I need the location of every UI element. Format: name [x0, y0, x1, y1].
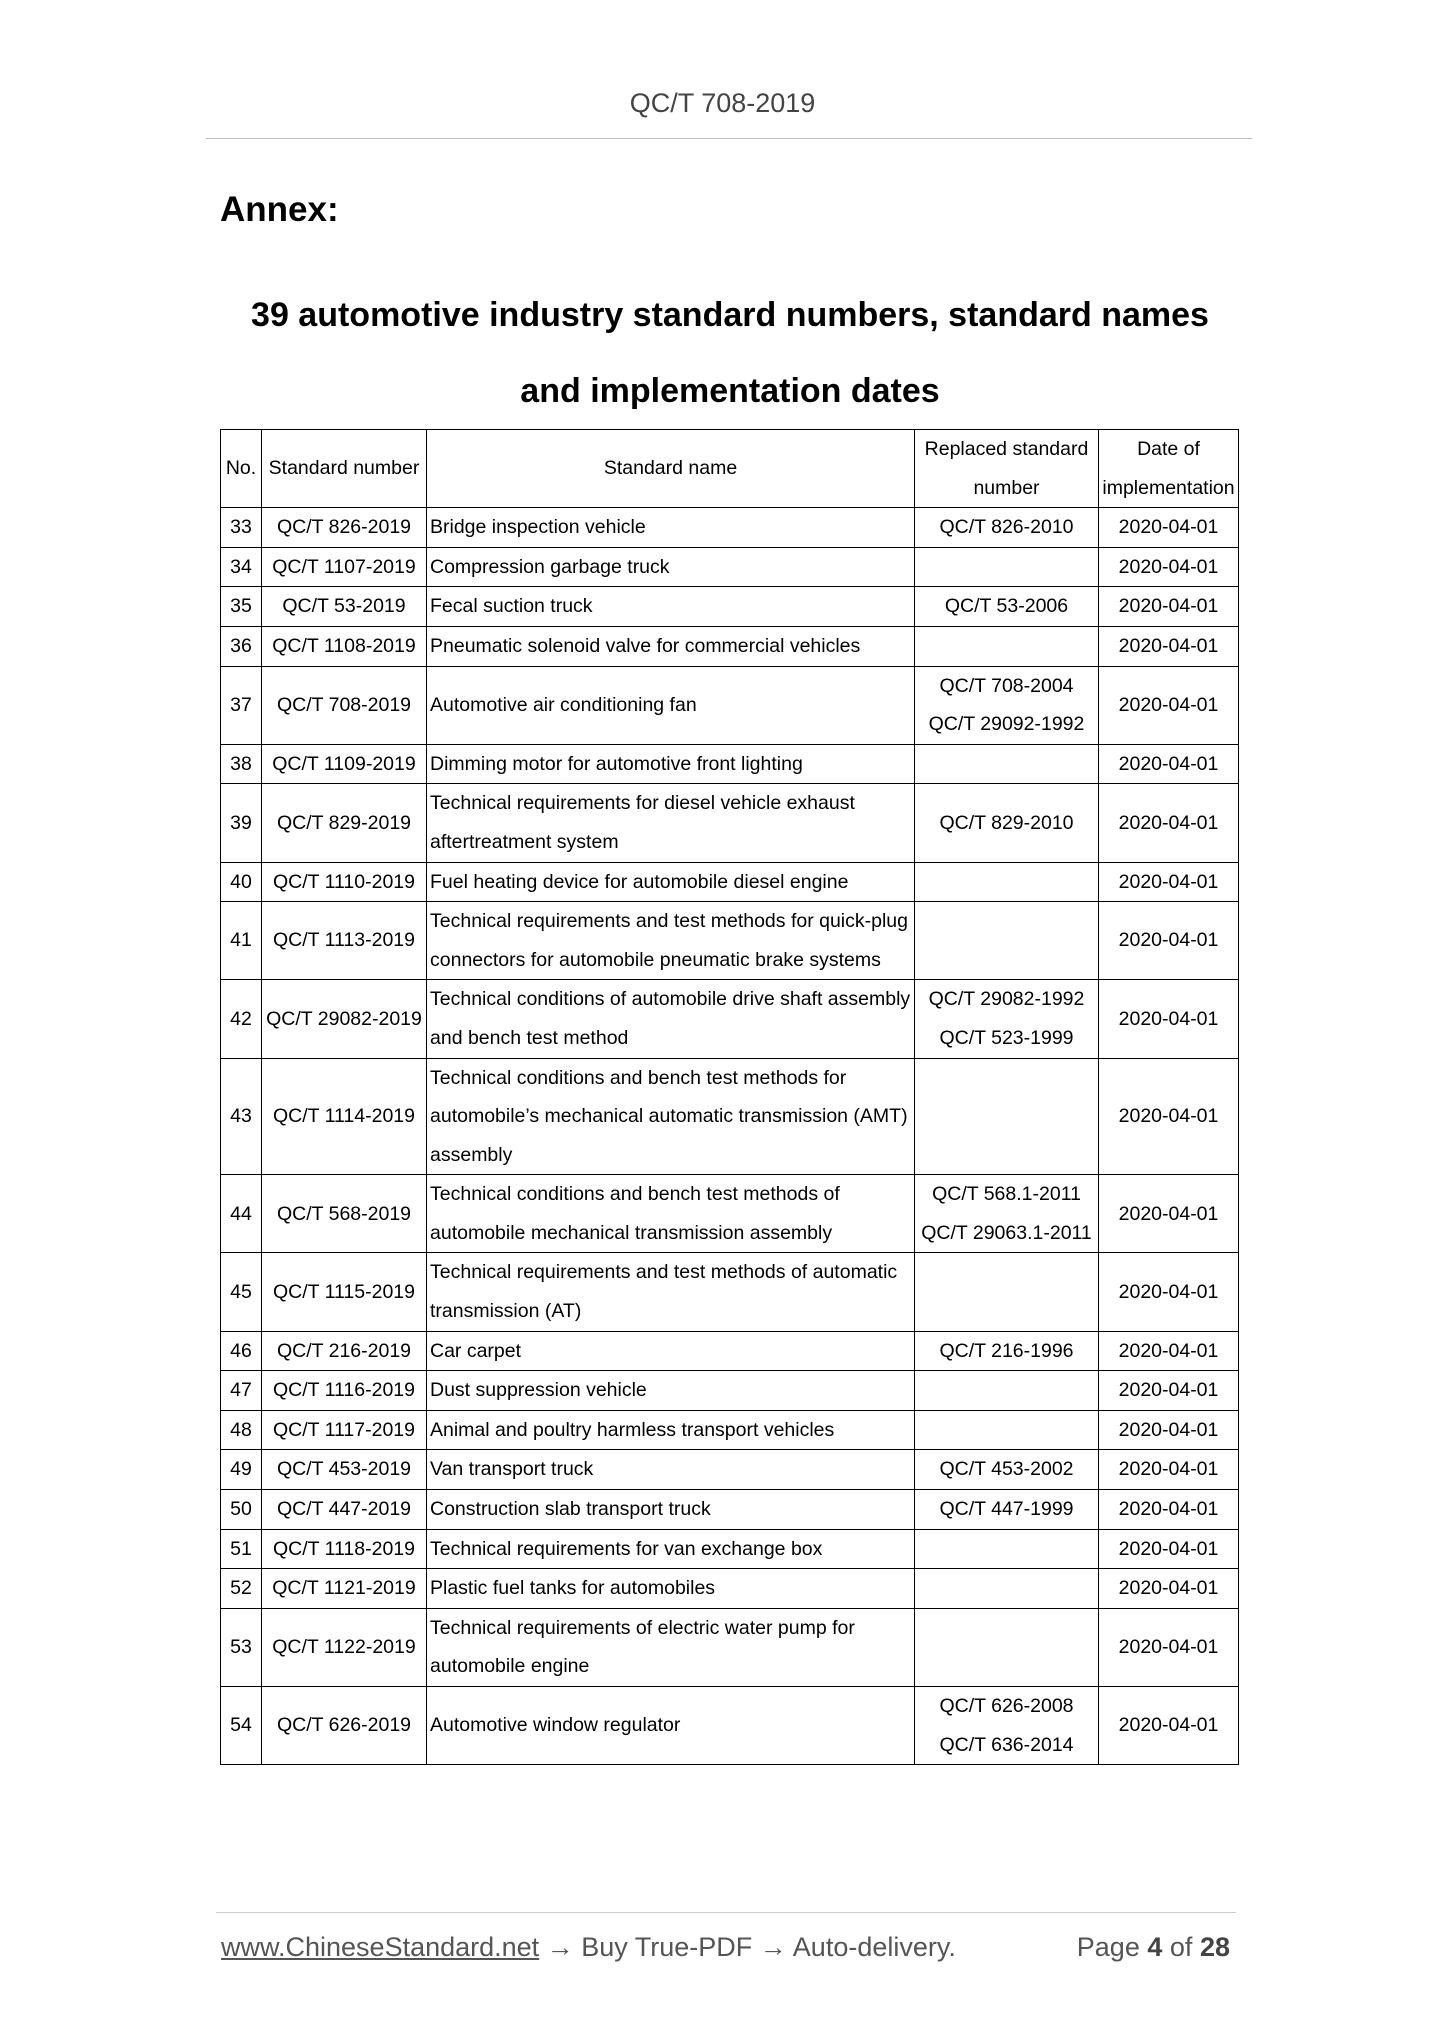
- table-body: [221, 508, 1239, 1765]
- header-divider: [206, 138, 1252, 139]
- row-standard-name: Plastic fuel tanks for automobiles: [427, 1569, 915, 1609]
- table-row: [221, 1490, 1239, 1530]
- arrow-right-icon: →: [546, 1932, 574, 1962]
- row-no: 42: [221, 980, 262, 1058]
- row-date: 2020-04-01: [1099, 1608, 1239, 1686]
- row-standard-number: QC/T 1121-2019: [262, 1569, 427, 1609]
- row-standard-name: Car carpet: [427, 1331, 915, 1371]
- row-no: 44: [221, 1175, 262, 1253]
- buy-true-pdf-text: Buy True-PDF: [581, 1932, 753, 1962]
- table-row: [221, 1371, 1239, 1411]
- row-date: 2020-04-01: [1099, 784, 1239, 862]
- page-header-title: QC/T 708-2019: [629, 88, 816, 118]
- row-standard-name: Technical requirements for van exchange box: [427, 1529, 915, 1569]
- column-header-date-of-implementation: Date of implementation: [1099, 430, 1239, 508]
- replaced-standard-number: QC/T 447-1999: [939, 1498, 1074, 1521]
- replaced-standard-number: QC/T 708-2004: [939, 674, 1074, 697]
- row-replaced-standard: [915, 666, 1099, 744]
- replaced-standard-number: QC/T 636-2014: [939, 1733, 1074, 1756]
- row-no: 35: [221, 587, 262, 627]
- table-row: [221, 1410, 1239, 1450]
- row-no: 41: [221, 902, 262, 980]
- row-replaced-standard: [915, 1331, 1099, 1371]
- table-row: [221, 1529, 1239, 1569]
- table-row: [221, 1569, 1239, 1609]
- table-row: [221, 1058, 1239, 1175]
- table-row: [221, 666, 1239, 744]
- table-row: [221, 1175, 1239, 1253]
- replaced-standard-number: QC/T 216-1996: [939, 1339, 1074, 1362]
- row-date: 2020-04-01: [1099, 902, 1239, 980]
- table-row: [221, 626, 1239, 666]
- replaced-standard-number: QC/T 453-2002: [939, 1458, 1074, 1481]
- row-no: 54: [221, 1687, 262, 1765]
- row-no: 53: [221, 1608, 262, 1686]
- row-standard-name: Construction slab transport truck: [427, 1490, 915, 1530]
- row-replaced-standard: [915, 1490, 1099, 1530]
- row-date: 2020-04-01: [1099, 1058, 1239, 1175]
- row-replaced-standard: [915, 508, 1099, 548]
- replaced-standard-number: QC/T 568.1-2011: [932, 1183, 1081, 1206]
- row-standard-name: Automotive air conditioning fan: [427, 666, 915, 744]
- row-replaced-standard: [915, 587, 1099, 627]
- row-standard-number: QC/T 1107-2019: [262, 547, 427, 587]
- replaced-standard-number: QC/T 626-2008: [939, 1695, 1074, 1717]
- column-header-standard-name: Standard name: [427, 430, 915, 508]
- row-standard-name: Dust suppression vehicle: [427, 1371, 915, 1411]
- row-standard-name: Fecal suction truck: [427, 587, 915, 627]
- row-standard-number: QC/T 1113-2019: [262, 902, 427, 980]
- row-standard-number: QC/T 216-2019: [262, 1331, 427, 1371]
- row-date: 2020-04-01: [1099, 980, 1239, 1058]
- table-row: [221, 1253, 1239, 1331]
- table-row: [221, 902, 1239, 980]
- row-date: 2020-04-01: [1099, 1450, 1239, 1490]
- row-replaced-standard: [915, 980, 1099, 1058]
- row-replaced-standard: [915, 1450, 1099, 1490]
- row-standard-name: Technical conditions and bench test methods for automobile’s mechanical automatic transmission (AMT) assembly: [427, 1058, 915, 1175]
- row-standard-name: Technical requirements and test methods for quick-plug connectors for automobile pneumatic brake systems: [427, 902, 915, 980]
- row-standard-number: QC/T 1118-2019: [262, 1529, 427, 1569]
- row-replaced-standard: [915, 1687, 1099, 1765]
- table-row: [221, 547, 1239, 587]
- row-standard-name: Technical requirements for diesel vehicle exhaust aftertreatment system: [427, 784, 915, 862]
- replaced-standard-number: QC/T 826-2010: [939, 516, 1074, 539]
- row-replaced-standard: [915, 626, 1099, 666]
- row-standard-number: QC/T 1122-2019: [262, 1608, 427, 1686]
- row-standard-number: QC/T 1116-2019: [262, 1371, 427, 1411]
- table-row: [221, 744, 1239, 784]
- row-standard-number: QC/T 1114-2019: [262, 1058, 427, 1175]
- row-no: 46: [221, 1331, 262, 1371]
- footer-divider: [216, 1912, 1236, 1913]
- row-no: 51: [221, 1529, 262, 1569]
- row-replaced-standard: [915, 1253, 1099, 1331]
- replaced-standard-number: QC/T 29063.1-2011: [921, 1221, 1092, 1244]
- row-replaced-standard: [915, 744, 1099, 784]
- footer-links: [221, 1932, 956, 1963]
- arrow-right-icon: →: [759, 1932, 787, 1962]
- page-indicator: [1077, 1932, 1230, 1963]
- table-row: [221, 587, 1239, 627]
- row-standard-number: QC/T 1115-2019: [262, 1253, 427, 1331]
- row-standard-name: Technical requirements of electric water pump for automobile engine: [427, 1608, 915, 1686]
- column-header-standard-number: Standard number: [262, 430, 427, 508]
- table-header-row: [221, 430, 1239, 508]
- row-date: 2020-04-01: [1099, 626, 1239, 666]
- row-standard-name: Compression garbage truck: [427, 547, 915, 587]
- replaced-standard-number: QC/T 829-2010: [939, 811, 1074, 834]
- row-date: 2020-04-01: [1099, 1687, 1239, 1765]
- row-no: 49: [221, 1450, 262, 1490]
- row-no: 45: [221, 1253, 262, 1331]
- row-no: 33: [221, 508, 262, 548]
- row-standard-number: QC/T 826-2019: [262, 508, 427, 548]
- page-label: Page: [1076, 1932, 1140, 1962]
- row-date: 2020-04-01: [1099, 666, 1239, 744]
- row-standard-name: Technical requirements and test methods of automatic transmission (AT): [427, 1253, 915, 1331]
- row-standard-name: Fuel heating device for automobile diesel engine: [427, 862, 915, 902]
- row-date: 2020-04-01: [1099, 547, 1239, 587]
- row-no: 39: [221, 784, 262, 862]
- table-row: [221, 508, 1239, 548]
- row-replaced-standard: [915, 1529, 1099, 1569]
- row-date: 2020-04-01: [1099, 587, 1239, 627]
- replaced-standard-number: QC/T 523-1999: [939, 1026, 1074, 1049]
- row-replaced-standard: [915, 1371, 1099, 1411]
- row-date: 2020-04-01: [1099, 1490, 1239, 1530]
- row-replaced-standard: [915, 784, 1099, 862]
- row-standard-number: QC/T 447-2019: [262, 1490, 427, 1530]
- row-standard-number: QC/T 453-2019: [262, 1450, 427, 1490]
- replaced-standard-number: QC/T 29092-1992: [928, 713, 1085, 736]
- table-row: [221, 1331, 1239, 1371]
- row-standard-number: QC/T 1109-2019: [262, 744, 427, 784]
- row-no: 38: [221, 744, 262, 784]
- row-date: 2020-04-01: [1099, 1253, 1239, 1331]
- row-standard-name: Dimming motor for automotive front lighting: [427, 744, 915, 784]
- row-date: 2020-04-01: [1099, 1175, 1239, 1253]
- row-standard-number: QC/T 53-2019: [262, 587, 427, 627]
- row-standard-number: QC/T 1117-2019: [262, 1410, 427, 1450]
- row-no: 48: [221, 1410, 262, 1450]
- standards-table: [220, 429, 1239, 1765]
- table-row: [221, 1608, 1239, 1686]
- row-replaced-standard: [915, 1608, 1099, 1686]
- row-standard-name: Van transport truck: [427, 1450, 915, 1490]
- column-header-replaced-standard-number: Replaced standard number: [915, 430, 1099, 508]
- table-row: [221, 862, 1239, 902]
- row-standard-name: Automotive window regulator: [427, 1687, 915, 1765]
- row-no: 47: [221, 1371, 262, 1411]
- row-standard-number: QC/T 1110-2019: [262, 862, 427, 902]
- row-no: 43: [221, 1058, 262, 1175]
- table-row: [221, 1450, 1239, 1490]
- row-no: 34: [221, 547, 262, 587]
- row-standard-name: Pneumatic solenoid valve for commercial vehicles: [427, 626, 915, 666]
- page-total: 28: [1199, 1932, 1230, 1962]
- document-title-line-2: and implementation dates: [520, 372, 940, 410]
- replaced-standard-number: QC/T 29082-1992: [928, 988, 1085, 1011]
- page-of-label: of: [1169, 1932, 1193, 1962]
- row-date: 2020-04-01: [1099, 1371, 1239, 1411]
- row-no: 50: [221, 1490, 262, 1530]
- auto-delivery-text: Auto-delivery.: [792, 1932, 956, 1962]
- annex-heading: Annex:: [220, 190, 339, 229]
- replaced-standard-number: QC/T 53-2006: [944, 595, 1069, 618]
- row-standard-number: QC/T 626-2019: [262, 1687, 427, 1765]
- row-no: 40: [221, 862, 262, 902]
- row-standard-number: QC/T 29082-2019: [262, 980, 427, 1058]
- row-standard-name: Animal and poultry harmless transport vehicles: [427, 1410, 915, 1450]
- row-no: 37: [221, 666, 262, 744]
- row-replaced-standard: [915, 1569, 1099, 1609]
- table-row: [221, 1687, 1239, 1765]
- row-no: 36: [221, 626, 262, 666]
- row-no: 52: [221, 1569, 262, 1609]
- row-replaced-standard: [915, 1410, 1099, 1450]
- row-date: 2020-04-01: [1099, 744, 1239, 784]
- row-date: 2020-04-01: [1099, 1529, 1239, 1569]
- row-replaced-standard: [915, 1175, 1099, 1253]
- table-row: [221, 784, 1239, 862]
- document-title-line-1: 39 automotive industry standard numbers, standard names: [251, 296, 1209, 334]
- row-standard-number: QC/T 708-2019: [262, 666, 427, 744]
- row-replaced-standard: [915, 1058, 1099, 1175]
- page-current: 4: [1147, 1932, 1163, 1962]
- column-header-no: No.: [221, 430, 262, 508]
- row-standard-number: QC/T 568-2019: [262, 1175, 427, 1253]
- row-replaced-standard: [915, 862, 1099, 902]
- row-date: 2020-04-01: [1099, 1569, 1239, 1609]
- row-date: 2020-04-01: [1099, 862, 1239, 902]
- table-row: [221, 980, 1239, 1058]
- row-standard-name: Technical conditions of automobile drive shaft assembly and bench test method: [427, 980, 915, 1058]
- row-standard-name: Technical conditions and bench test methods of automobile mechanical transmission assembly: [427, 1175, 915, 1253]
- row-date: 2020-04-01: [1099, 1410, 1239, 1450]
- row-standard-number: QC/T 1108-2019: [262, 626, 427, 666]
- chinese-standard-link[interactable]: www.ChineseStandard.net: [221, 1932, 540, 1962]
- row-date: 2020-04-01: [1099, 1331, 1239, 1371]
- row-standard-number: QC/T 829-2019: [262, 784, 427, 862]
- row-replaced-standard: [915, 902, 1099, 980]
- row-replaced-standard: [915, 547, 1099, 587]
- row-standard-name: Bridge inspection vehicle: [427, 508, 915, 548]
- row-date: 2020-04-01: [1099, 508, 1239, 548]
